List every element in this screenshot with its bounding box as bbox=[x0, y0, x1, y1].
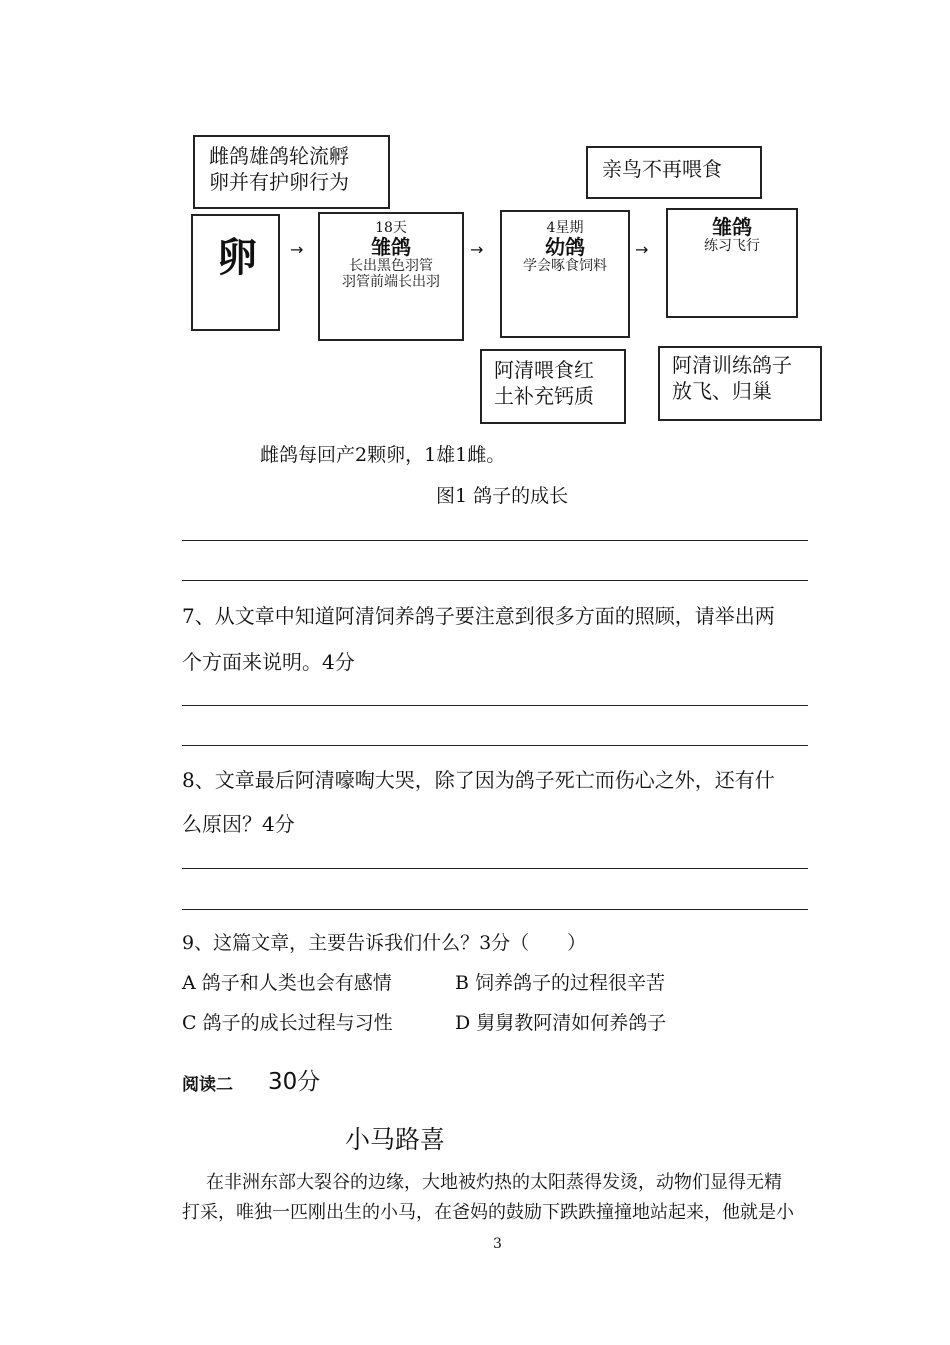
answer-line-1 bbox=[182, 540, 808, 541]
stage-2-box bbox=[500, 210, 630, 338]
reading-2-para-line1: 在非洲东部大裂谷的边缘，大地被灼热的太阳蒸得发烫，动物们显得无精 bbox=[206, 1172, 782, 1193]
page-number: 3 bbox=[493, 1236, 502, 1252]
answer-line-3 bbox=[182, 705, 808, 706]
question-9-option-a: A 鸽子和人类也会有感情 bbox=[182, 972, 392, 994]
stage-2-time: 4星期 bbox=[546, 220, 584, 236]
reading-2-score: 30分 bbox=[268, 1069, 321, 1095]
answer-line-5 bbox=[182, 868, 808, 869]
egg-note: 雌鸽每回产2颗卵，1雄1雌。 bbox=[260, 444, 506, 466]
arrow-1: → bbox=[290, 240, 304, 259]
answer-line-2 bbox=[182, 580, 808, 581]
stage-2-desc-1: 学会啄食饲料 bbox=[523, 258, 607, 274]
stage-2-name: 幼鸽 bbox=[545, 235, 585, 259]
question-7-line1: 7、从文章中知道阿清饲养鸽子要注意到很多方面的照顾，请举出两 bbox=[182, 604, 775, 628]
note-parents-box bbox=[193, 135, 390, 209]
note-feed-line2: 土补充钙质 bbox=[494, 384, 594, 408]
stage-1-desc-2: 羽管前端长出羽 bbox=[342, 274, 440, 290]
reading-2-para-line2: 打采，唯独一匹刚出生的小马，在爸妈的鼓励下跌跌撞撞地站起来，他就是小 bbox=[182, 1202, 794, 1223]
note-stop-feed-text: 亲鸟不再喂食 bbox=[602, 157, 722, 181]
note-feed-line1: 阿清喂食红 bbox=[494, 358, 594, 382]
egg-box bbox=[191, 214, 280, 331]
answer-line-6 bbox=[182, 909, 808, 910]
reading-2-label: 阅读二 bbox=[182, 1075, 233, 1095]
stage-1-box bbox=[318, 212, 464, 341]
question-9: 9、这篇文章，主要告诉我们什么？3分（ ） bbox=[182, 932, 587, 954]
note-parents-line1: 雌鸽雄鸽轮流孵 bbox=[209, 144, 349, 168]
stage-1-desc-1: 长出黑色羽管 bbox=[349, 258, 433, 274]
note-parents-line2: 卵并有护卵行为 bbox=[209, 170, 349, 194]
stage-1-time: 18天 bbox=[375, 220, 407, 236]
question-9-option-c: C 鸽子的成长过程与习性 bbox=[182, 1012, 393, 1034]
stage-3-desc-1: 练习飞行 bbox=[704, 238, 760, 254]
note-stop-feed-box bbox=[586, 146, 762, 199]
question-9-option-d: D 舅舅教阿清如何养鸽子 bbox=[455, 1012, 667, 1034]
question-8-line2: 么原因？4分 bbox=[182, 812, 295, 836]
arrow-3: → bbox=[635, 240, 649, 259]
egg-label: 卵 bbox=[217, 235, 257, 281]
question-8-line1: 8、文章最后阿清嚎啕大哭，除了因为鸽子死亡而伤心之外，还有什 bbox=[182, 768, 775, 792]
question-9-option-b: B 饲养鸽子的过程很辛苦 bbox=[455, 972, 666, 994]
note-train-line1: 阿清训练鸽子 bbox=[672, 353, 792, 377]
answer-line-4 bbox=[182, 745, 808, 746]
note-train-line2: 放飞、归巢 bbox=[672, 379, 772, 403]
stage-1-name: 雏鸽 bbox=[371, 235, 411, 259]
note-train-box bbox=[658, 346, 822, 421]
stage-3-name: 雏鸽 bbox=[712, 215, 752, 239]
arrow-2: → bbox=[470, 240, 484, 259]
stage-3-box bbox=[666, 208, 798, 318]
note-feed-box bbox=[480, 349, 626, 424]
reading-2-title: 小马路喜 bbox=[345, 1125, 446, 1154]
figure-caption: 图1 鸽子的成长 bbox=[436, 485, 569, 507]
question-7-line2: 个方面来说明。4分 bbox=[182, 650, 355, 674]
